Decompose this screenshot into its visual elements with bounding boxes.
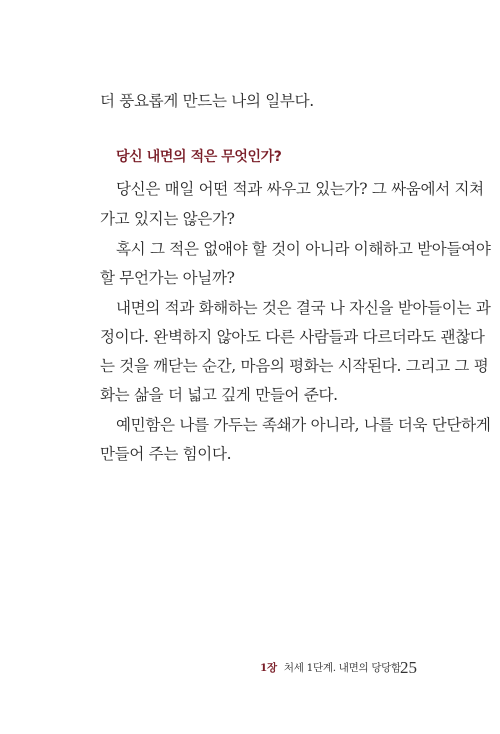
- chapter-label: 1장: [260, 662, 277, 674]
- section-title: 처세 1단계. 내면의 당당함: [283, 662, 401, 674]
- paragraph-3-line-1: 내면의 적과 화해하는 것은 결국 나 자신을 받아들이는 과: [116, 299, 491, 317]
- paragraph-3-line-2: 정이다. 완벽하지 않아도 다른 사람들과 다르더라도 괜찮다: [100, 328, 485, 346]
- paragraph-1-line-1: 당신은 매일 어떤 적과 싸우고 있는가? 그 싸움에서 지쳐: [116, 180, 484, 198]
- body-line-continuation: 더 풍요롭게 만드는 나의 일부다.: [100, 92, 314, 110]
- paragraph-4-line-1: 예민함은 나를 가두는 족쇄가 아니라, 나를 더욱 단단하게: [116, 416, 491, 434]
- paragraph-4-line-2: 만들어 주는 힘이다.: [100, 445, 232, 463]
- paragraph-2-line-2: 할 무언가는 아닐까?: [100, 269, 235, 287]
- page-number: 25: [400, 658, 417, 677]
- running-footer: [260, 660, 401, 675]
- paragraph-3-line-4: 화는 삶을 더 넓고 깊게 만들어 준다.: [100, 386, 338, 404]
- paragraph-3-line-3: 는 것을 깨닫는 순간, 마음의 평화는 시작된다. 그리고 그 평: [100, 357, 489, 375]
- section-heading: 당신 내면의 적은 무엇인가?: [116, 149, 282, 165]
- paragraph-2-line-1: 혹시 그 적은 없애야 할 것이 아니라 이해하고 받아들여야: [116, 240, 491, 258]
- paragraph-1-line-2: 가고 있지는 않은가?: [100, 210, 235, 228]
